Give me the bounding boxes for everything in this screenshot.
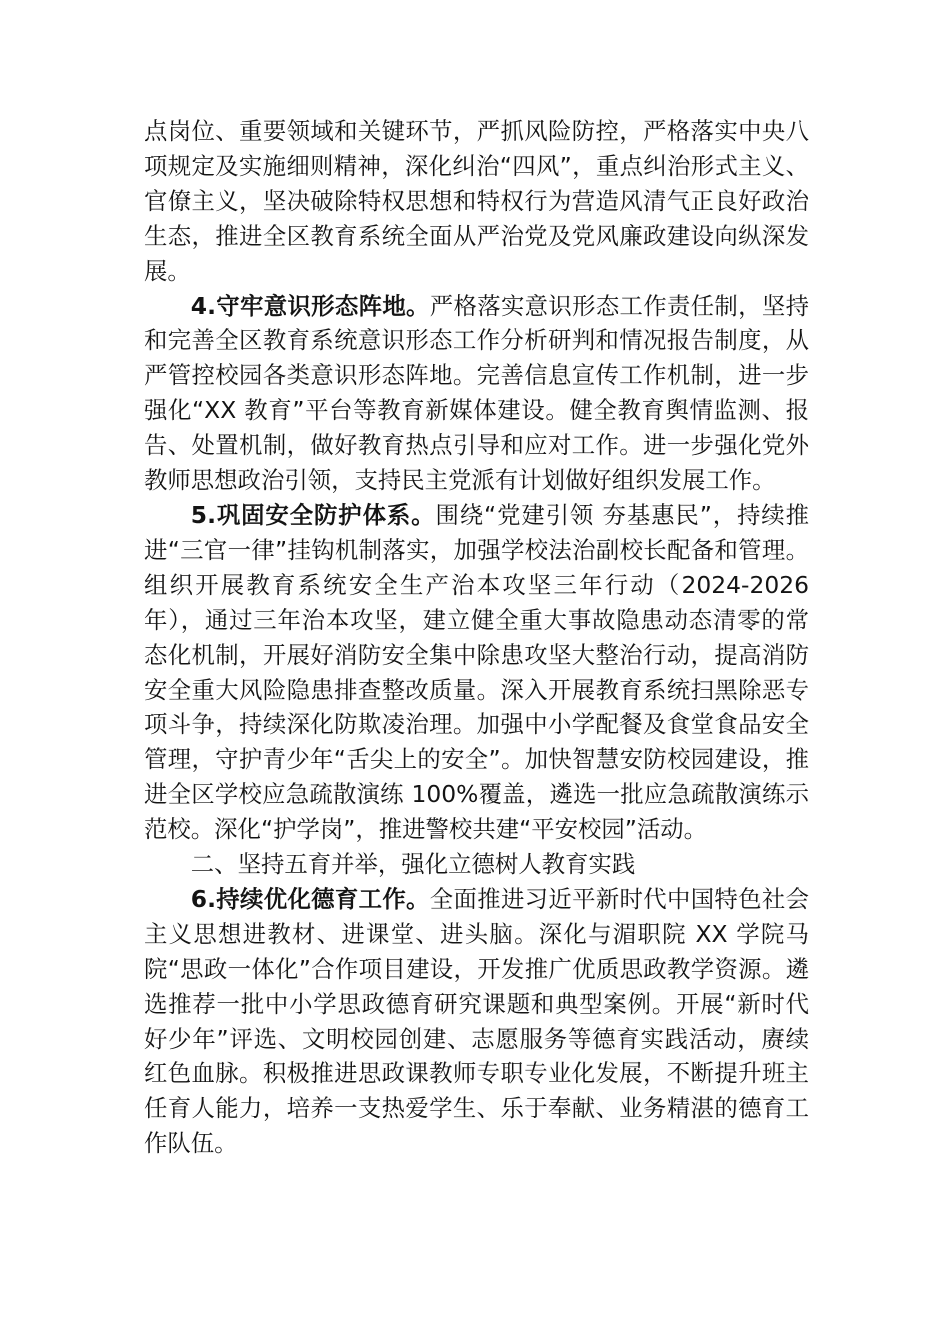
paragraph-text: 点岗位、重要领域和关键环节，严抓风险防控，严格落实中央八项规定及实施细则精神，深化纠治“四风”，重点纠治形式主义、官僚主义，坚决破除特权思想和特权行为营造风清气正良好政治生态，推进全区教育系统全面从严治党及党风廉政建设向纵深发展。 <box>144 117 809 285</box>
paragraph-safety <box>144 498 809 847</box>
paragraph-ideology <box>144 289 809 498</box>
paragraph-continuation <box>144 114 809 289</box>
document-body <box>144 114 809 1161</box>
paragraph-text: 全面推进习近平新时代中国特色社会主义思想进教材、进课堂、进头脑。深化与湄职院 XX 学院马院“思政一体化”合作项目建设，开发推广优质思政教学资源。遴选推荐一批中小学思政德育研究课题和典型案例。开展“新时代好少年”评选、文明校园创建、志愿服务等德育实践活动，赓续红色血脉。积极推进思政课教师专职专业化发展，不断提升班主任育人能力，培养一支热爱学生、乐于奉献、业务精湛的德育工作队伍。 <box>144 884 809 1158</box>
chapter-heading <box>144 847 809 882</box>
paragraph-text: 围绕“党建引领 夯基惠民”，持续推进“三官一律”挂钩机制落实，加强学校法治副校长配备和管理。组织开展教育系统安全生产治本攻坚三年行动（2024-2026 年），通过三年治本攻坚，建立健全重大事故隐患动态清零的常态化机制，开展好消防安全集中除患攻坚大整治行动，提高消防安全重大风险隐患排查整改质量。深入开展教育系统扫黑除恶专项斗争，持续深化防欺凌治理。加强中小学配餐及食堂食品安全管理，守护青少年“舌尖上的安全”。加快智慧安防校园建设，推进全区学校应急疏散演练 100%覆盖，遴选一批应急疏散演练示范校。深化“护学岗”，推进警校共建“平安校园”活动。 <box>144 500 809 844</box>
section-heading-moral-education: 6.持续优化德育工作。 <box>190 884 430 913</box>
section-heading-ideology: 4.守牢意识形态阵地。 <box>190 291 430 320</box>
section-heading-safety: 5.巩固安全防护体系。 <box>190 500 436 529</box>
paragraph-moral-education <box>144 882 809 1161</box>
chapter-heading-text: 二、坚持五育并举，强化立德树人教育实践 <box>190 850 636 879</box>
paragraph-text: 严格落实意识形态工作责任制，坚持和完善全区教育系统意识形态工作分析研判和情况报告制度，从严管控校园各类意识形态阵地。完善信息宣传工作机制，进一步强化“XX 教育”平台等教育新媒体建设。健全教育舆情监测、报告、处置机制，做好教育热点引导和应对工作。进一步强化党外教师思想政治引领，支持民主党派有计划做好组织发展工作。 <box>144 291 809 495</box>
